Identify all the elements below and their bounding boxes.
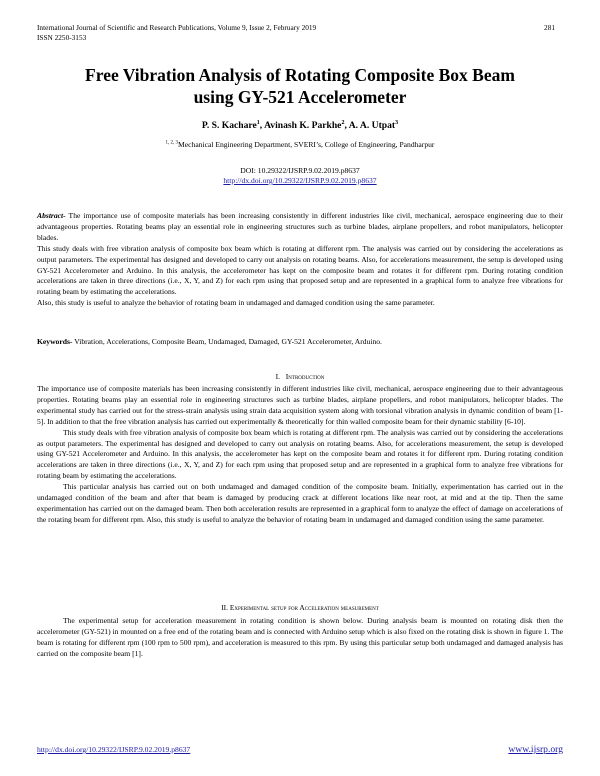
issn: ISSN 2250-3153 [37,32,87,42]
body-paragraph: The experimental setup for acceleration measurement in rotating condition is shown below. During analysis beam is mounted on rotating disk then the accelerometer (GY-521) in mounted on a free end of the rotating beam and is connected with Arduino setup which is also fixed on the rotating disk is shown in figure 1. The beam is rotating for different rpm (100 rpm to 500 rpm), and acceleration is measured to this rpm. By using this particular setup both undamaged and damaged analysis has carried on the composite beam [1]. [37,616,563,658]
page-header [37,23,563,42]
title-line-2: using GY-521 Accelerometer [193,87,407,107]
author-separator: , [259,120,265,132]
section-title: Introduction [285,372,325,381]
abstract-paragraph: This study deals with free vibration analysis of composite box beam which is rotating at different rpm. The analysis was carried out by considering the accelerations as output parameters. The experimental has designed and developed to carry out analysis on rotating beams. Also, for accelerations measurement, the setup is developed using GY-521 Accelerometer and Arduino. In this analysis, the accelerometer has kept on the composite beam and rotates it for different rpm. During rotating condition accelerations are taken in three directions (i.e., X, Y, and Z) for each rpm using that proposed setup and are represented in a graphical form to analyze free vibrations for rotating beam by estimating the accelerations. [37,243,563,297]
footer-doi-link[interactable]: http://dx.doi.org/10.29322/IJSRP.9.02.2019.p8637 [37,745,191,754]
section-heading [0,603,600,612]
footer-site-link[interactable]: www.ijsrp.org [508,744,563,755]
author-superscript: 3 [395,120,399,126]
author-name: P. S. Kachare [201,120,257,132]
section-heading [0,372,600,381]
doi-text: DOI: 10.29322/IJSRP.9.02.2019.p8637 [240,166,360,175]
body-paragraph: This particular analysis has carried out on both undamaged and damaged condition of the composite beam. Initially, experimentation has carried out in the undamaged condition of the beam and after that beam is damaged by producing crack at different locations like near root, at mid and at the tip. Then the same experimentation has carried out on the damaged beam. Then both acceleration results are represented in a graphical form to analyze the effect of damage on accelerations of the rotating beam for different rpm. Also, this study is useful to analyze the behavior of rotating beam in undamaged and damaged condition using the same parameter. [37,482,563,524]
section-number: II. [221,603,228,612]
author-separator: , [344,120,349,132]
doi-link[interactable]: http://dx.doi.org/10.29322/IJSRP.9.02.2019.p8637 [223,176,377,185]
abstract-paragraph [37,211,563,244]
author-name: A. A. Utpat [348,120,396,132]
affiliation [0,140,600,149]
author-superscript: 1 [256,120,260,126]
keywords-text: Vibration, Accelerations, Composite Beam, Undamaged, Damaged, GY-521 Accelerometer, Arduino. [72,337,382,346]
body-paragraph: This study deals with free vibration analysis of composite box beam which is rotating at different rpm. The analysis was carried out by considering the accelerations as output parameters. The experimental has designed and developed to carry out analysis on rotating beams. Also, for accelerations measurement, the setup is developed using GY-521 Accelerometer and Arduino. In this analysis, the accelerometer has kept on the composite beam and rotates it for different rpm. During rotating condition accelerations are taken in three directions (i.e., X, Y, and Z) for each rpm using that proposed setup and are represented in a graphical form to analyze free vibrations for rotating beam by estimating the accelerations. [37,427,563,481]
introduction-body [37,384,563,526]
affiliation-superscript: 1, 2, 3 [165,140,179,146]
abstract-label: Abstract- [37,211,66,220]
page-footer [37,745,563,754]
body-paragraph: The importance use of composite materials has been increasing consistently in different industries like civil, mechanical, aerospace engineering due to their advantageous properties. Rotating beams play an essential role in engineering structures such as turbine blades, airplane propellers, and robot manipulators, helicopter blades. The experimental study has carried out for the stress-strain analysis using strain data acquisition system along with torsional vibration analysis in dynamic condition of beam [1-5]. In addition to that the free vibration analysis has carried out experimentally & theoretically for thin walled composite beam for their dynamic stability [6-10]. [37,384,563,426]
abstract [37,211,563,309]
keywords-label: Keywords- [37,337,73,346]
journal-citation: International Journal of Scientific and Research Publications, Volume 9, Issue 2, February 2019 [37,23,317,32]
keywords [37,337,563,348]
author-list [0,120,600,131]
abstract-paragraph: Also, this study is useful to analyze the behavior of rotating beam in undamaged and damaged condition using the same parameter. [37,298,435,308]
section-number: I. [275,372,281,381]
abstract-text: The importance use of composite materials has been increasing consistently in different industries like civil, mechanical, aerospace engineering due to their advantageous properties. Rotating beams play an essential role in engineering structures such as turbine blades, airplane propellers, and robot manipulators, helicopter blades. [37,211,563,242]
experimental-setup-body [37,616,563,660]
paper-title [30,64,570,108]
section-title: Experimental setup for Acceleration measurement [229,603,379,612]
page-number: 281 [544,23,555,32]
doi-block [0,166,600,186]
author-superscript: 2 [341,120,345,126]
author-name: Avinash K. Parkhe [264,120,342,132]
affiliation-text: Mechanical Engineering Department, SVERI’s, College of Engineering, Pandharpur [178,140,435,149]
title-line-1: Free Vibration Analysis of Rotating Composite Box Beam [85,65,515,85]
